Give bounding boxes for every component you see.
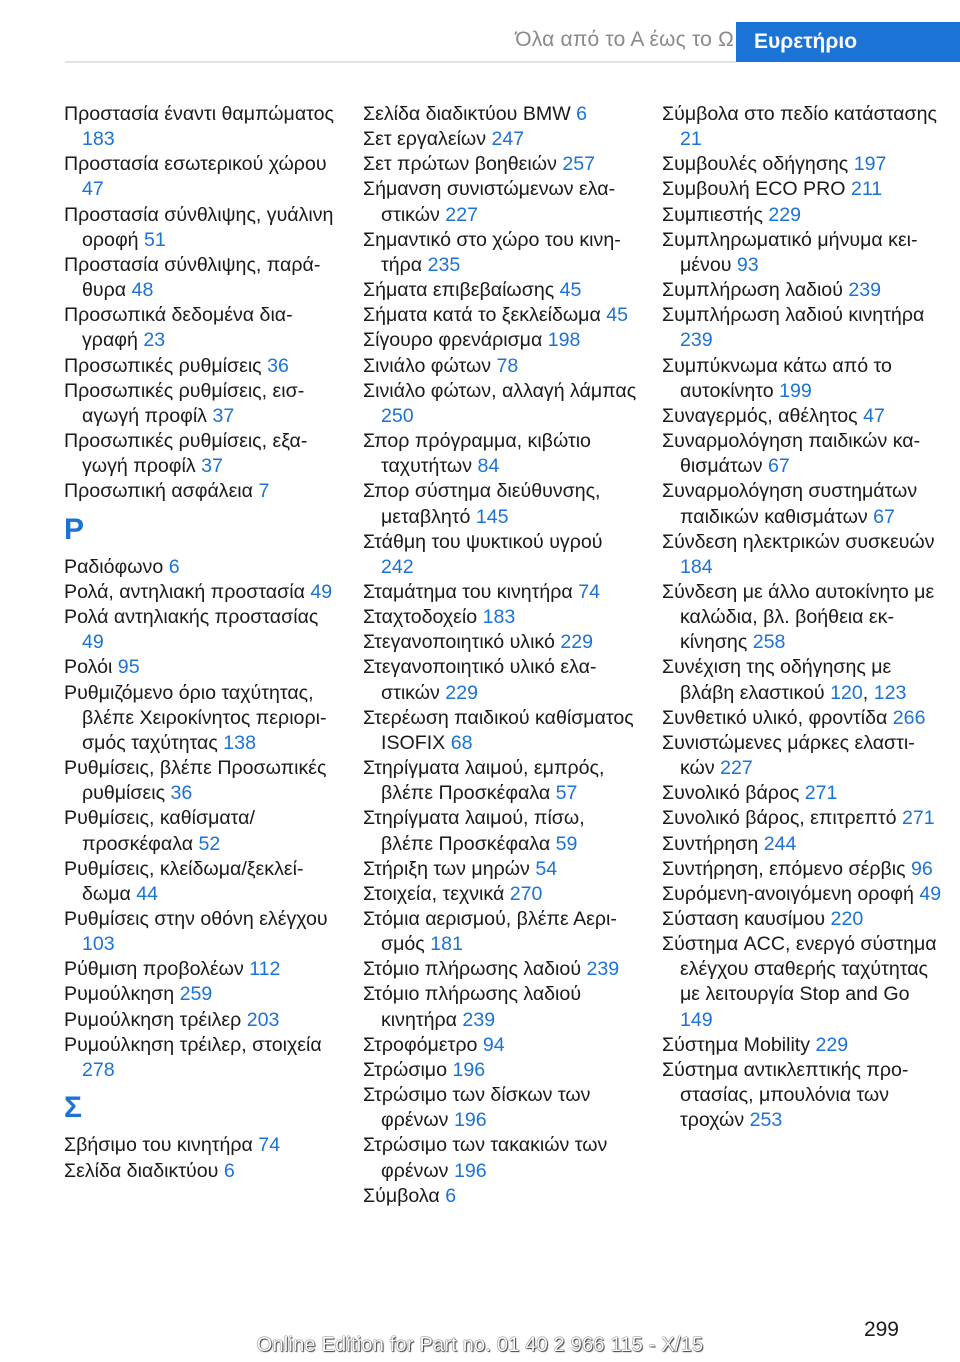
index-entry-term: Στηρίγματα λαιμού, εμπρός, βλέπε Προσκέφαλα <box>363 757 605 805</box>
page-reference-link[interactable]: 49 <box>82 631 104 654</box>
index-entry <box>363 857 638 882</box>
index-entry <box>64 580 339 605</box>
index-entry-term: Σετ πρώτων βοηθειών <box>363 153 557 176</box>
index-entry <box>363 580 638 605</box>
index-entry-term: Στερέωση παιδικού καθίσματος ISOFIX <box>363 706 634 754</box>
index-entry <box>363 882 638 907</box>
index-column-3 <box>662 102 942 1133</box>
page-reference-link[interactable]: 93 <box>736 253 759 276</box>
index-entry <box>662 152 942 177</box>
page-reference-link[interactable]: 74 <box>258 1134 281 1157</box>
page-reference-link[interactable]: 229 <box>560 631 594 654</box>
page-reference-link[interactable]: 257 <box>562 153 596 176</box>
page-reference-link[interactable]: 211 <box>850 178 883 201</box>
index-entry-term: Σελίδα διαδικτύου BMW <box>363 103 571 125</box>
index-entry <box>662 354 942 404</box>
index-entry <box>64 152 339 202</box>
page-reference-link[interactable]: 45 <box>606 304 629 327</box>
page-reference-link[interactable]: 253 <box>749 1109 783 1132</box>
index-entry-term: Προστασία έναντι θαμπώματος <box>64 103 334 125</box>
index-entry <box>363 605 638 630</box>
index-entry-term: Στόμια αερισμού, βλέπε Αερισμός <box>363 908 617 956</box>
index-entry <box>662 429 942 479</box>
page-reference-link[interactable]: 149 <box>680 1008 713 1031</box>
index-entry <box>64 1159 339 1184</box>
index-entry-term: Συμπλήρωση λαδιού κινητήρα <box>662 304 925 327</box>
page-reference-link[interactable]: 181 <box>430 933 463 956</box>
index-entry <box>363 1184 638 1209</box>
index-entry-term: Στρώσιμο των δίσκων των φρένων <box>363 1084 591 1132</box>
index-entry-term: Ρυμούλκηση <box>64 983 175 1006</box>
section-tab-label: Ευρετήριο <box>754 30 858 53</box>
index-entry <box>363 303 638 328</box>
index-entry-term: Ρολά, αντηλιακή προστασία <box>64 580 305 603</box>
index-entry-term: Ρυθμιζόμενο όριο ταχύτητας, βλέπε Χειροκίνητος περιορισμός ταχύτητας <box>64 681 327 754</box>
index-entry-term: Σύμβολα <box>363 1184 440 1207</box>
page-reference-link[interactable]: 123 <box>873 681 907 704</box>
page-reference-link[interactable]: 220 <box>830 908 864 930</box>
page-reference-link[interactable]: 84 <box>477 455 500 478</box>
page-reference-link[interactable]: 120 <box>830 681 863 704</box>
page-reference-link[interactable]: 103 <box>82 933 115 956</box>
page-reference-link[interactable]: 95 <box>117 656 140 679</box>
index-entry-term: Σύστημα αντικλεπτικής προστασίας, μπουλόνια των τροχών <box>662 1058 909 1132</box>
index-entry-term: Συνολικό βάρος <box>662 782 800 805</box>
index-entry-term: Στρώσιμο των τακακιών των φρένων <box>363 1134 608 1182</box>
page-reference-link[interactable]: 37 <box>201 455 223 478</box>
page-reference-link[interactable]: 49 <box>919 882 942 905</box>
index-entry <box>64 907 339 957</box>
index-entry <box>662 832 942 857</box>
page-reference-link[interactable]: 229 <box>768 203 802 226</box>
index-entry-term: Ρυθμίσεις, κλείδωμα/ξεκλείδωμα <box>64 857 304 905</box>
index-letter-heading: Ρ <box>64 512 85 546</box>
page-reference-link[interactable]: 68 <box>450 731 473 754</box>
page-reference-link[interactable]: 21 <box>680 128 702 151</box>
page-reference-link[interactable]: 271 <box>902 807 935 830</box>
page-reference-link[interactable]: 48 <box>131 279 154 302</box>
index-entry <box>363 530 638 580</box>
index-entry-term: Σύνδεση με άλλο αυτοκίνητο με καλώδια, βλ. βοήθεια εκκίνησης <box>662 580 935 654</box>
index-entry-term: Σήματα κατά το ξεκλείδωμα <box>363 304 601 327</box>
page-reference-link[interactable]: 52 <box>198 832 221 855</box>
index-entry <box>64 857 339 907</box>
index-entry <box>363 1133 638 1183</box>
index-entry <box>64 102 339 152</box>
index-entry-term: Σπορ σύστημα διεύθυνσης, μεταβλητό <box>363 480 601 528</box>
index-entry-term: Στήριξη των μηρών <box>363 857 530 880</box>
index-entry-term: Ραδιόφωνο <box>64 555 164 578</box>
index-entry <box>363 278 638 303</box>
index-entry-term: Στεγανοποιητικό υλικό <box>363 631 555 654</box>
index-entry <box>363 1083 638 1133</box>
index-entry-term: Σελίδα διαδικτύου <box>64 1159 219 1182</box>
index-entry-term: Στεγανοποιητικό υλικό ελαστικών <box>363 656 597 704</box>
index-entry <box>64 479 339 504</box>
index-entry-term: Προστασία σύνθλιψης, παράθυρα <box>64 253 321 302</box>
index-entry <box>662 882 942 907</box>
index-entry <box>64 756 339 806</box>
index-entry <box>662 278 942 303</box>
page-reference-link[interactable]: 57 <box>555 782 578 805</box>
index-entry-term: Συμπύκνωμα κάτω από το αυτοκίνητο <box>662 354 892 402</box>
page-reference-link[interactable]: 51 <box>144 228 166 251</box>
page-reference-link[interactable]: 94 <box>482 1033 505 1056</box>
index-entry <box>363 228 638 278</box>
index-entry <box>662 1033 942 1058</box>
page-reference-link[interactable]: 74 <box>578 580 601 603</box>
index-entry-term: Σπορ πρόγραμμα, κιβώτιο ταχυτήτων <box>363 430 591 478</box>
index-entry <box>64 253 339 303</box>
index-entry <box>662 203 942 228</box>
page-number: 299 <box>863 1318 899 1341</box>
index-entry-term: Σήματα επιβεβαίωσης <box>363 279 555 302</box>
index-entry <box>363 806 638 856</box>
page-reference-link[interactable]: 6 <box>168 555 180 578</box>
index-entry <box>64 555 339 580</box>
page-reference-link[interactable]: 78 <box>496 354 519 377</box>
index-entry-term: Συναγερμός, αθέλητος <box>662 404 858 427</box>
index-entry-term: Σύστημα ACC, ενεργό σύστημα ελέγχου σταθερής ταχύτητας με λειτουργία Stop and Go <box>662 933 937 1006</box>
page-reference-link[interactable]: 7 <box>258 480 270 503</box>
index-entry <box>363 127 638 152</box>
index-entry <box>64 806 339 856</box>
index-entry-term: Σύμβολα στο πεδίο κατάστασης <box>662 103 937 125</box>
index-entry-term: Συμπλήρωση λαδιού <box>662 279 843 302</box>
index-entry-term: Συνέχιση της οδήγησης με βλάβη ελαστικού <box>662 656 892 704</box>
index-entry <box>363 907 638 957</box>
page-reference-link[interactable]: 266 <box>892 706 926 729</box>
index-entry <box>662 228 942 278</box>
page-reference-link[interactable]: 6 <box>223 1159 235 1182</box>
page-reference-link[interactable]: 59 <box>555 832 578 855</box>
page-reference-link[interactable]: 197 <box>853 153 887 176</box>
index-entry <box>64 303 339 353</box>
index-entry-term: Ρολόι <box>64 656 113 679</box>
index-entry <box>64 379 339 429</box>
index-entry-term: Σύσταση καυσίμου <box>662 908 826 930</box>
page-reference-link[interactable]: 242 <box>381 555 414 578</box>
index-entry-term: Στόμιο πλήρωσης λαδιού κινητήρα <box>363 983 582 1031</box>
page-reference-link[interactable]: 54 <box>535 857 558 880</box>
page-reference-link[interactable]: 44 <box>136 882 159 905</box>
page-reference-link[interactable]: 278 <box>82 1058 115 1081</box>
index-entry <box>64 1133 339 1158</box>
index-entry <box>64 354 339 379</box>
index-entry <box>662 303 942 353</box>
index-entry-term: Συντήρηση, επόμενο σέρβις <box>662 857 906 880</box>
index-entry-term: Ρολά αντηλιακής προστασίας <box>64 606 319 629</box>
page-reference-link[interactable]: 258 <box>752 631 786 654</box>
index-entry-term: Προστασία εσωτερικού χώρου <box>64 153 327 176</box>
index-entry-term: Σινιάλο φώτων <box>363 354 492 377</box>
page-reference-link[interactable]: 229 <box>445 681 478 704</box>
index-entry <box>64 655 339 680</box>
page-reference-link[interactable]: 198 <box>547 329 581 352</box>
index-entry-term: Προσωπικές ρυθμίσεις, εισαγωγή προφίλ <box>64 379 305 427</box>
index-letter-heading: Σ <box>64 1091 83 1125</box>
index-entry-term: Στρώσιμο <box>363 1058 447 1081</box>
index-entry <box>363 982 638 1032</box>
index-entry <box>64 429 339 479</box>
page-header <box>0 0 960 62</box>
index-entry-term: Προσωπικές ρυθμίσεις <box>64 354 262 377</box>
page-reference-link[interactable]: 229 <box>815 1033 849 1056</box>
index-entry-term: Προσωπικές ρυθμίσεις, εξαγωγή προφίλ <box>64 430 308 478</box>
index-entry <box>64 203 339 253</box>
index-entry-term: Σβήσιμο του κινητήρα <box>64 1134 253 1157</box>
index-entry-term: Ρύθμιση προβολέων <box>64 958 244 981</box>
index-entry-term: Συρόμενη-ανοιγόμενη οροφή <box>662 882 914 905</box>
index-entry-term: Στηρίγματα λαιμού, πίσω, βλέπε Προσκέφαλα <box>363 807 585 855</box>
index-entry <box>64 957 339 982</box>
header-divider <box>65 61 736 63</box>
index-entry <box>662 932 942 1033</box>
index-entry-term: Στόμιο πλήρωσης λαδιού <box>363 958 582 981</box>
index-entry-term: Ρυθμίσεις στην οθόνη ελέγχου <box>64 907 328 930</box>
index-entry-term: Σημαντικό στο χώρο του κινητήρα <box>363 228 621 276</box>
index-entry <box>363 756 638 806</box>
page-reference-link[interactable]: 6 <box>576 103 588 125</box>
index-entry-term: Προστασία σύνθλιψης, γυάλινη οροφή <box>64 203 334 251</box>
page-reference-link[interactable]: 239 <box>462 1008 496 1031</box>
index-entry-term: Προσωπική ασφάλεια <box>64 480 253 503</box>
index-entry-term: Ρυθμίσεις, καθίσματα/ προσκέφαλα <box>64 807 255 855</box>
index-entry-term: Συναρμολόγηση συστημάτων παιδικών καθισμάτων <box>662 480 918 528</box>
index-entry-term: Προσωπικά δεδομένα διαγραφή <box>64 304 293 352</box>
index-entry <box>363 655 638 705</box>
page-reference-link[interactable]: 270 <box>509 882 543 905</box>
index-entry-term: Σύνδεση ηλεκτρικών συσκευών <box>662 530 935 553</box>
page-reference-link[interactable]: 196 <box>453 1109 487 1132</box>
index-entry <box>662 781 942 806</box>
index-entry <box>64 681 339 756</box>
page-reference-link[interactable]: 244 <box>763 832 797 855</box>
index-entry-term: Ρυμούλκηση τρέιλερ <box>64 1008 242 1031</box>
page-reference-link[interactable]: 49 <box>310 580 333 603</box>
index-entry <box>662 806 942 831</box>
index-entry-term: Συμβουλή ECO PRO <box>662 178 846 201</box>
index-entry <box>363 354 638 379</box>
index-entry <box>363 177 638 227</box>
index-entry-term: Συντήρηση <box>662 832 759 855</box>
index-entry <box>64 605 339 655</box>
index-entry-term: Στοιχεία, τεχνικά <box>363 882 505 905</box>
page-reference-link[interactable]: 203 <box>246 1008 280 1031</box>
page-reference-link[interactable]: 196 <box>452 1058 486 1081</box>
index-entry <box>363 706 638 756</box>
index-entry <box>64 1033 339 1083</box>
index-entry <box>662 731 942 781</box>
index-entry-term: Σίγουρο φρενάρισμα <box>363 329 543 352</box>
page-reference-link[interactable]: 183 <box>82 128 115 151</box>
index-entry <box>662 580 942 655</box>
page-reference-link[interactable]: 196 <box>453 1159 487 1182</box>
page-reference-link[interactable]: 36 <box>170 782 193 805</box>
page-reference-link[interactable]: 37 <box>212 404 235 427</box>
page-reference-link[interactable]: 227 <box>720 757 753 780</box>
page-reference-link[interactable]: 250 <box>381 404 414 427</box>
index-entry <box>363 328 638 353</box>
page-reference-link[interactable]: 239 <box>680 329 713 352</box>
index-entry-term: Συμβουλές οδήγησης <box>662 153 849 176</box>
index-entry-term: Συναρμολόγηση παιδικών καθισμάτων <box>662 430 921 478</box>
index-entry-term: Σήμανση συνιστώμενων ελαστικών <box>363 178 616 226</box>
page-reference-link[interactable]: 271 <box>804 782 838 805</box>
page-reference-link[interactable]: 47 <box>82 178 104 201</box>
page-reference-link[interactable]: 67 <box>873 505 895 528</box>
index-entry <box>662 530 942 580</box>
index-entry-term: Συνολικό βάρος, επιτρεπτό <box>662 807 897 830</box>
index-entry <box>363 429 638 479</box>
index-entry <box>363 379 638 429</box>
page-reference-link[interactable]: 235 <box>427 253 461 276</box>
index-entry <box>662 857 942 882</box>
page-reference-link[interactable]: 183 <box>482 606 516 629</box>
index-entry-term: Σταμάτημα του κινητήρα <box>363 580 573 603</box>
page-reference-link[interactable]: 184 <box>680 555 713 578</box>
page-reference-link[interactable]: 247 <box>491 128 525 151</box>
index-entry <box>363 1058 638 1083</box>
index-entry-term: Συμπιεστής <box>662 203 763 226</box>
page-reference-link[interactable]: 47 <box>863 404 885 427</box>
page-reference-link[interactable]: 23 <box>143 329 166 352</box>
page-reference-link[interactable]: 239 <box>586 958 620 981</box>
index-entry <box>662 102 942 152</box>
index-entry-term: Ρυμούλκηση τρέιλερ, στοιχεία <box>64 1033 322 1056</box>
page-reference-link[interactable]: 239 <box>848 279 882 302</box>
index-entry-term: Σταχτοδοχείο <box>363 606 478 629</box>
index-entry <box>363 152 638 177</box>
index-entry <box>662 1058 942 1133</box>
index-entry-term: Σινιάλο φώτων, αλλαγή λάμπας <box>363 379 637 402</box>
index-entry-term: Στάθμη του ψυκτικού υγρού <box>363 530 603 553</box>
page-reference-link[interactable]: 6 <box>445 1184 457 1207</box>
index-entry: Συνέχιση της οδήγησης με βλάβη ελαστικού 120, 123 <box>662 656 907 704</box>
page-reference-link[interactable]: 96 <box>911 857 933 880</box>
index-entry <box>363 102 638 127</box>
page-reference-link[interactable]: 112 <box>249 958 281 981</box>
index-entry <box>662 177 942 202</box>
page-reference-link[interactable]: 138 <box>223 731 256 754</box>
index-entry <box>363 479 638 529</box>
section-tab-index[interactable] <box>736 22 960 62</box>
index-entry <box>64 1008 339 1033</box>
index-entry <box>662 706 942 731</box>
index-entry-term: Συνθετικό υλικό, φροντίδα <box>662 706 888 729</box>
index-entry-term: Συνιστώμενες μάρκες ελαστικών <box>662 731 915 780</box>
index-entry-term: Στροφόμετρο <box>363 1033 478 1056</box>
index-entry <box>363 957 638 982</box>
page-reference-link[interactable]: 145 <box>475 505 509 528</box>
index-entry-term: Συμπληρωματικό μήνυμα κειμένου <box>662 228 918 276</box>
index-entry <box>662 404 942 429</box>
page-reference-link[interactable]: 45 <box>559 279 582 302</box>
index-entry <box>662 907 942 932</box>
index-column-1 <box>64 102 339 1184</box>
page-reference-link[interactable]: 227 <box>445 203 478 226</box>
page-reference-link[interactable]: 36 <box>267 354 289 377</box>
index-column-2 <box>363 102 638 1209</box>
breadcrumb: Όλα από το Α έως το Ω <box>515 28 734 51</box>
index-entry <box>662 479 942 529</box>
page-reference-link[interactable]: 199 <box>779 379 812 402</box>
index-entry-term: Σετ εργαλείων <box>363 128 487 151</box>
page-reference-link[interactable]: 259 <box>179 983 213 1006</box>
index-entry-term: Ρυθμίσεις, βλέπε Προσωπικές ρυθμίσεις <box>64 757 327 805</box>
footer-edition: Online Edition for Part no. 01 40 2 966 115 - X/15 <box>256 1334 704 1356</box>
index-entry <box>64 982 339 1007</box>
index-entry <box>363 630 638 655</box>
page-reference-link[interactable]: 67 <box>767 455 790 478</box>
index-entry-term: Σύστημα Mobility <box>662 1033 811 1056</box>
index-entry <box>363 1033 638 1058</box>
